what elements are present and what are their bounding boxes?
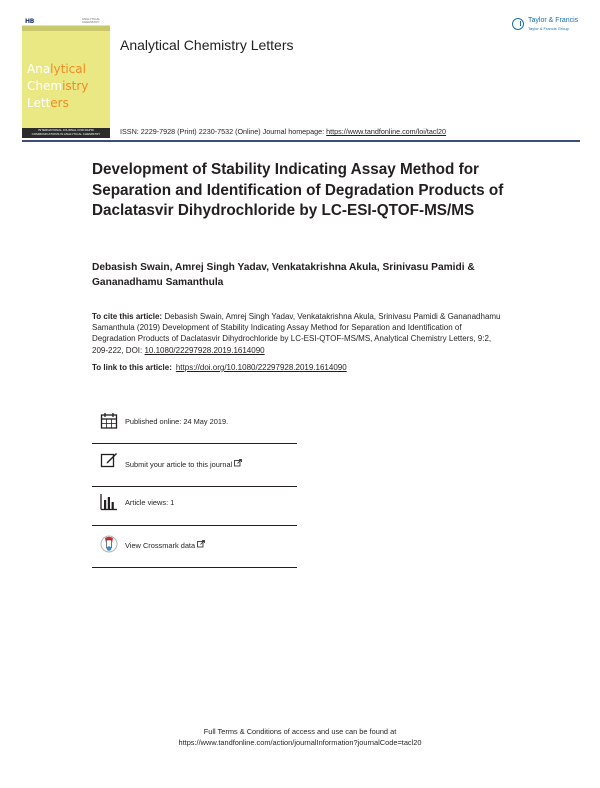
published-online-text: Published online: 24 May 2019. [125, 417, 229, 426]
submit-article-link[interactable]: Submit your article to this journal [125, 459, 242, 469]
article-link-line [92, 363, 347, 372]
journal-cover [22, 17, 110, 138]
article-authors: Debasish Swain, Amrej Singh Yadav, Venkatakrishna Akula, Srinivasu Pamidi & Gananadhamu Samanthula [92, 262, 475, 288]
article-title: Development of Stability Indicating Assay Method for Separation and Identification of Degradation Products of Daclatasvir Dihydrochloride by LC-ESI-QTOF-MS/MS [92, 161, 504, 219]
article-link-label: To link to this article: [92, 363, 172, 372]
publisher-logo [512, 17, 580, 35]
journal-name: Analytical Chemistry Letters [120, 37, 294, 53]
crossmark-link[interactable]: View Crossmark data [125, 540, 205, 550]
citation [92, 311, 507, 356]
publisher-logo-icon [512, 18, 524, 30]
crossmark-icon [100, 535, 118, 553]
citation-label: To cite this article: [92, 312, 163, 321]
row-divider [92, 486, 297, 487]
row-divider [92, 567, 297, 568]
header-divider [22, 140, 580, 142]
footer-terms-text: Full Terms & Conditions of access and use can be found at [203, 727, 397, 736]
cover-bottom-band: INTERNATIONAL JOURNAL FOR RAPID COMMUNICATIONS IN ANALYTICAL CHEMISTRY [22, 128, 110, 138]
article-doi-link[interactable]: https://doi.org/10.1080/22297928.2019.1614090 [175, 363, 347, 372]
row-divider [92, 525, 297, 526]
footer [0, 726, 600, 748]
external-link-icon [234, 460, 242, 469]
citation-doi-link[interactable]: 10.1080/22297928.2019.1614090 [144, 345, 265, 355]
citation-body: Debasish Swain, Amrej Singh Yadav, Venkatakrishna Akula, Srinivasu Pamidi & Gananadhamu Samanthula (2019) Development of Stability Indicating Assay Method for Separation and Identification of Degradation Products of Daclatasvir Dihydrochloride by LC-ESI-QTOF-MS/MS, Analytical Chemistry Letters, 9:2, 209-222, DOI: [92, 312, 501, 355]
publisher-sub: Taylor & Francis Group [528, 26, 569, 31]
bar-chart-icon [100, 493, 118, 511]
issn-line: ISSN: 2229-7928 (Print) 2230-7532 (Online) Journal homepage: https://www.tandfonline.com/loi/tacl20 [120, 127, 447, 136]
edit-icon [100, 451, 118, 469]
external-link-icon [197, 541, 205, 550]
cover-logo: HB [25, 18, 34, 25]
row-divider [92, 443, 297, 444]
footer-terms-link[interactable]: https://www.tandfonline.com/action/journalInformation?journalCode=tacl20 [178, 738, 422, 747]
article-views-text: Article views: 1 [125, 498, 175, 507]
calendar-icon [100, 412, 118, 430]
cover-title: Analytical Chemistry Letters [27, 62, 89, 110]
journal-homepage-link[interactable]: https://www.tandfonline.com/loi/tacl20 [326, 127, 447, 136]
cover-band [22, 26, 110, 31]
cover-small-text: ANALYTICAL CHEMISTRY [82, 17, 101, 24]
publisher-name: Taylor & Francis [528, 17, 579, 24]
